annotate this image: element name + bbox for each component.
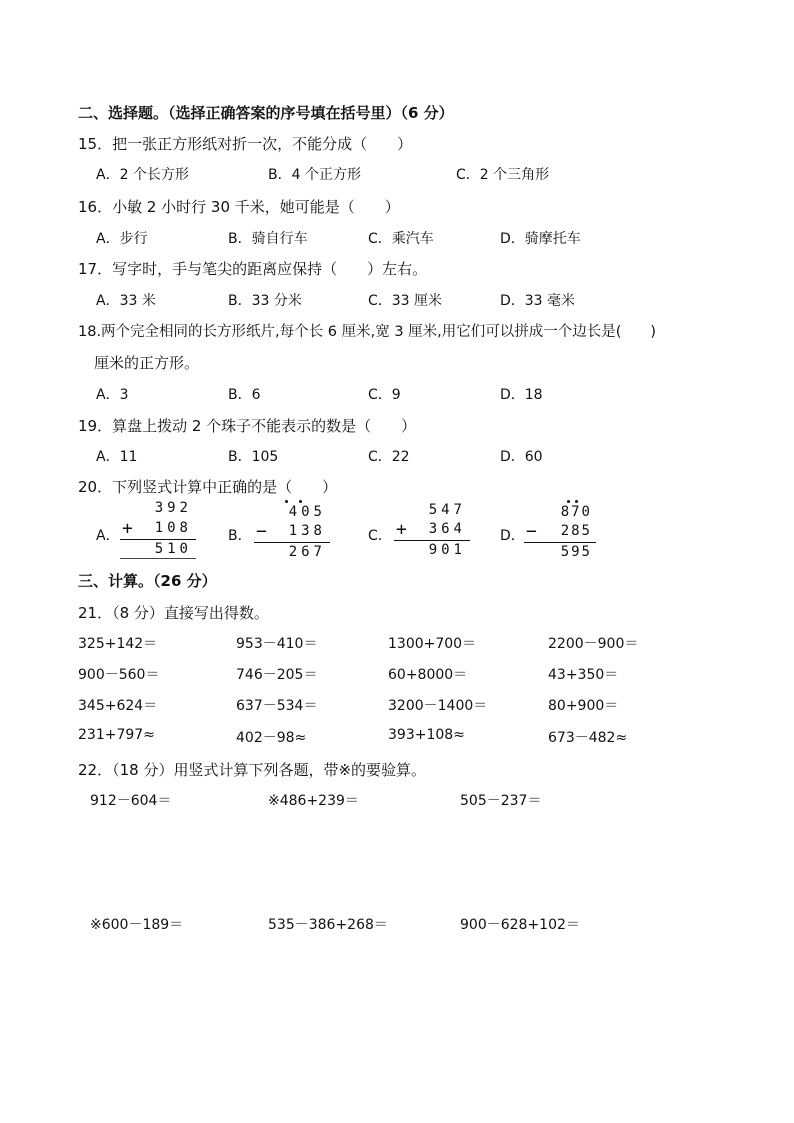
question-17: 17．写字时，手与笔尖的距离应保持（ ）左右。	[78, 260, 428, 278]
q19-option-b: B．105	[228, 449, 279, 465]
question-15: 15．把一张正方形纸对折一次，不能分成（ ）	[78, 135, 413, 153]
question-20: 20．下列竖式计算中正确的是（ ）	[78, 478, 338, 496]
minus-sign: −	[256, 521, 267, 542]
q18-option-d: D．18	[500, 387, 543, 403]
calc-item: ※600－189＝	[90, 917, 184, 933]
q18-option-a: A．3	[96, 387, 129, 403]
vertical-result: 595	[560, 544, 592, 560]
calc-item: 900－560＝	[78, 667, 160, 683]
vertical-bottom-number: 285	[560, 523, 592, 539]
q19-option-d: D．60	[500, 449, 543, 465]
calc-item: 43+350＝	[548, 667, 619, 683]
q18-option-b: B．6	[228, 387, 261, 403]
calc-item: 900－628+102＝	[460, 917, 580, 933]
calc-item: 80+900＝	[548, 698, 619, 714]
difference-line	[524, 542, 596, 543]
calc-item: 953－410＝	[236, 636, 318, 652]
question-21: 21．（8 分）直接写出得数。	[78, 604, 269, 622]
q20-option-a-vertical	[120, 500, 196, 560]
section-2-title: 二、选择题。（选择正确答案的序号填在括号里）（6 分）	[78, 104, 454, 122]
q16-option-a: A．步行	[96, 231, 148, 247]
question-16: 16．小敏 2 小时行 30 千米，她可能是（ ）	[78, 198, 400, 216]
question-22: 22．（18 分）用竖式计算下列各题，带※的要验算。	[78, 761, 427, 779]
calc-item: 402－98≈	[236, 730, 307, 746]
minus-sign: −	[526, 521, 537, 542]
q20-option-a-label: A．	[96, 528, 120, 544]
calc-item: 393+108≈	[388, 727, 465, 743]
borrow-dot	[567, 500, 570, 503]
underline	[120, 558, 196, 559]
calc-item: 345+624＝	[78, 698, 158, 714]
borrow-dot	[575, 500, 578, 503]
calc-item: 60+8000＝	[388, 667, 468, 683]
q17-option-a: A．33 米	[96, 293, 156, 309]
question-18: 18.两个完全相同的长方形纸片,每个长 6 厘米,宽 3 厘米,用它们可以拼成一个边长是( )	[78, 324, 657, 340]
vertical-bottom-number: 138	[288, 523, 326, 539]
vertical-top-number: 547	[428, 502, 466, 518]
calc-item: 505－237＝	[460, 793, 542, 809]
plus-sign: +	[396, 519, 407, 540]
section-3-title: 三、计算。（26 分）	[78, 572, 217, 590]
question-19: 19．算盘上拨动 2 个珠子不能表示的数是（ ）	[78, 417, 417, 435]
q20-option-c-label: C．	[368, 528, 392, 544]
q19-option-c: C．22	[368, 449, 410, 465]
q15-option-a: A．2 个长方形	[96, 167, 189, 183]
q20-option-d-label: D．	[500, 528, 525, 544]
borrow-dot	[299, 500, 302, 503]
q20-option-c-vertical	[394, 500, 470, 560]
vertical-result: 901	[428, 542, 466, 558]
sum-line	[394, 540, 470, 541]
vertical-result: 510	[154, 541, 192, 557]
difference-line	[254, 542, 330, 543]
vertical-bottom-number: 108	[154, 520, 192, 536]
q17-option-b: B．33 分米	[228, 293, 302, 309]
vertical-top-number: 870	[560, 504, 592, 520]
vertical-top-number: 405	[288, 504, 326, 520]
q20-option-d-vertical	[524, 500, 596, 560]
q15-option-b: B．4 个正方形	[268, 167, 361, 183]
q15-option-c: C．2 个三角形	[456, 167, 550, 183]
calc-item: 231+797≈	[78, 727, 155, 743]
calc-item: 2200－900＝	[548, 636, 639, 652]
calc-item: 1300+700＝	[388, 636, 477, 652]
q16-option-b: B．骑自行车	[228, 231, 308, 247]
calc-item: ※486+239＝	[268, 793, 359, 809]
calc-item: 325+142＝	[78, 636, 158, 652]
vertical-bottom-number: 364	[428, 521, 466, 537]
calc-item: 912－604＝	[90, 793, 172, 809]
calc-item: 535－386+268＝	[268, 917, 388, 933]
vertical-result: 267	[288, 544, 326, 560]
sum-line	[120, 539, 196, 540]
borrow-dot	[285, 500, 288, 503]
q18-option-c: C．9	[368, 387, 401, 403]
calc-item: 637－534＝	[236, 698, 318, 714]
q16-option-d: D．骑摩托车	[500, 231, 581, 247]
question-18-continued: 厘米的正方形。	[94, 354, 200, 372]
q20-option-b-label: B．	[228, 528, 252, 544]
q20-option-b-vertical	[254, 500, 330, 560]
q17-option-c: C．33 厘米	[368, 293, 443, 309]
vertical-top-number: 392	[154, 500, 192, 516]
plus-sign: +	[122, 518, 133, 539]
calc-item: 746－205＝	[236, 667, 318, 683]
q19-option-a: A．11	[96, 449, 138, 465]
q16-option-c: C．乘汽车	[368, 231, 434, 247]
calc-item: 673－482≈	[548, 730, 628, 746]
calc-item: 3200－1400＝	[388, 698, 488, 714]
q17-option-d: D．33 毫米	[500, 293, 576, 309]
